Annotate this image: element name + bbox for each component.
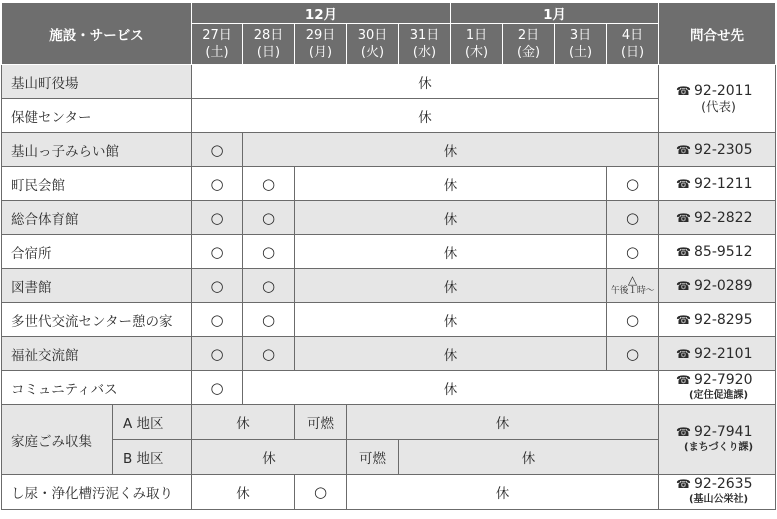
open-cell: ○	[192, 303, 243, 337]
closed-cell: 休	[192, 440, 347, 475]
table-row	[2, 371, 776, 405]
table-row	[2, 269, 776, 303]
contact-cell: ☎ 92-0289	[659, 269, 776, 303]
open-cell: ○	[192, 235, 243, 269]
facility-name: コミュニティバス	[2, 371, 192, 405]
closed-cell: 休	[243, 371, 659, 405]
contact-cell: ☎ 92-1211	[659, 167, 776, 201]
contact-cell: ☎ 92-7941 (まちづくり課)	[659, 405, 776, 475]
facility-name: 多世代交流センター憩の家	[2, 303, 192, 337]
day-header: 3日 (土)	[555, 24, 607, 65]
closed-cell: 休	[243, 133, 659, 167]
phone-icon: ☎	[676, 176, 691, 191]
closed-cell: 休	[295, 201, 607, 235]
open-cell: ○	[243, 201, 295, 235]
contact-column-header: 問合せ先	[659, 3, 776, 65]
closed-cell: 休	[399, 440, 659, 475]
table-row	[2, 303, 776, 337]
open-cell: ○	[192, 167, 243, 201]
day-header: 31日 (水)	[399, 24, 451, 65]
burnable-cell: 可燃	[295, 405, 347, 440]
month-header-jan: 1月	[451, 3, 659, 24]
closed-cell: 休	[347, 405, 659, 440]
table-row	[2, 235, 776, 269]
phone-icon: ☎	[676, 424, 691, 439]
open-cell: ○	[243, 337, 295, 371]
open-cell: ○	[243, 235, 295, 269]
year-end-schedule-table	[1, 2, 776, 510]
closed-cell: 休	[347, 475, 659, 510]
contact-cell: ☎ 92-2305	[659, 133, 776, 167]
closed-cell: 休	[295, 235, 607, 269]
contact-cell: ☎ 92-2101	[659, 337, 776, 371]
day-header: 28日 (日)	[243, 24, 295, 65]
day-header: 2日 (金)	[503, 24, 555, 65]
contact-cell: ☎ 92-8295	[659, 303, 776, 337]
table-row	[2, 337, 776, 371]
phone-icon: ☎	[676, 210, 691, 225]
area-label-b: B 地区	[113, 440, 192, 475]
contact-cell: ☎ 85-9512	[659, 235, 776, 269]
facility-name: 基山町役場	[2, 65, 192, 99]
phone-icon: ☎	[676, 83, 691, 98]
contact-cell: ☎ 92-2822	[659, 201, 776, 235]
day-header: 4日 (日)	[607, 24, 659, 65]
contact-cell: ☎ 92-2011 (代表)	[659, 65, 776, 133]
table-row	[2, 167, 776, 201]
closed-cell: 休	[295, 337, 607, 371]
table-row	[2, 133, 776, 167]
closed-cell: 休	[192, 99, 659, 133]
facility-name: 基山っ子みらい館	[2, 133, 192, 167]
open-cell: ○	[192, 133, 243, 167]
phone-icon: ☎	[676, 477, 691, 491]
phone-icon: ☎	[676, 278, 691, 293]
table-row	[2, 405, 776, 440]
open-cell: ○	[607, 235, 659, 269]
open-cell: ○	[607, 167, 659, 201]
facility-column-header: 施設・サービス	[2, 3, 192, 65]
phone-icon: ☎	[676, 372, 691, 387]
open-cell: ○	[607, 201, 659, 235]
closed-cell: 休	[295, 303, 607, 337]
open-cell: ○	[192, 371, 243, 405]
facility-name: 保健センター	[2, 99, 192, 133]
facility-name: 家庭ごみ収集	[2, 405, 113, 475]
contact-cell: ☎ 92-2635 (基山公栄社)	[659, 475, 776, 510]
area-label-a: A 地区	[113, 405, 192, 440]
closed-cell: 休	[192, 405, 295, 440]
facility-name: 図書館	[2, 269, 192, 303]
facility-name: 福祉交流館	[2, 337, 192, 371]
open-cell: ○	[192, 201, 243, 235]
day-header: 1日 (木)	[451, 24, 503, 65]
day-header: 30日 (火)	[347, 24, 399, 65]
open-cell: ○	[192, 269, 243, 303]
burnable-cell: 可燃	[347, 440, 399, 475]
facility-name: 総合体育館	[2, 201, 192, 235]
month-header-dec: 12月	[192, 3, 451, 24]
closed-cell: 休	[192, 475, 295, 510]
open-cell: ○	[243, 167, 295, 201]
phone-icon: ☎	[676, 312, 691, 327]
contact-cell: ☎ 92-7920 (定住促進課)	[659, 371, 776, 405]
phone-icon: ☎	[676, 244, 691, 259]
closed-cell: 休	[295, 269, 607, 303]
phone-icon: ☎	[676, 346, 691, 361]
table-row	[2, 65, 776, 99]
open-cell: ○	[243, 303, 295, 337]
day-header: 29日 (月)	[295, 24, 347, 65]
day-header: 27日 (土)	[192, 24, 243, 65]
open-cell: ○	[192, 337, 243, 371]
open-cell: ○	[607, 337, 659, 371]
closed-cell: 休	[192, 65, 659, 99]
facility-name: し尿・浄化槽汚泥くみ取り	[2, 475, 192, 510]
open-cell: ○	[295, 475, 347, 510]
closed-cell: 休	[295, 167, 607, 201]
facility-name: 町民会館	[2, 167, 192, 201]
open-cell: ○	[243, 269, 295, 303]
table-row	[2, 475, 776, 510]
facility-name: 合宿所	[2, 235, 192, 269]
table-row	[2, 201, 776, 235]
partial-open-cell: △ 午後１時～	[607, 269, 659, 303]
open-cell: ○	[607, 303, 659, 337]
phone-icon: ☎	[676, 142, 691, 157]
